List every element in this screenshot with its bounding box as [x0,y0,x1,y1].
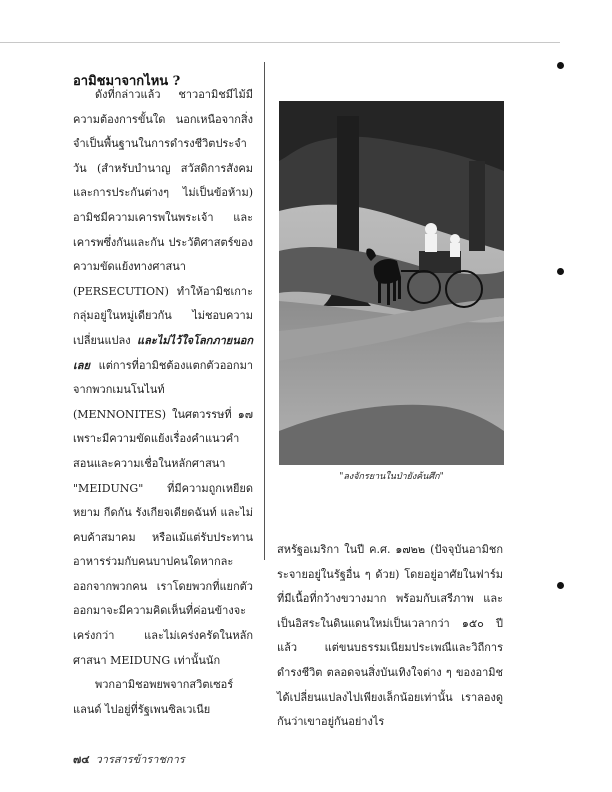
margin-dot [557,62,564,69]
margin-dot [557,582,564,589]
section-heading: อามิชมาจากไหน ? [73,74,181,89]
left-paragraph-1 [73,83,253,673]
page-number: ๗๔ [73,753,90,766]
emphasis-text: และไม่ไว้ใจโลกภายนอกเลย [73,333,253,372]
page-footer [73,750,185,768]
right-paragraph-1: สหรัฐอเมริกา ในปี ค.ศ. ๑๗๒๒ (ปัจจุบันอามิชกระจายอยู่ในรัฐอื่น ๆ ด้วย) โดยอยู่อาศัยในฟาร์มที่มีเนื้อที่กว้างขวางมาก พร้อมกับเสรีภาพ และเป็นอิสระในดินแดนใหม่เป็นเวลากว่า ๑๕๐ ปีแล้ว แต่ขนบธรรมเนียมประเพณีและวิถีการดำรงชีวิต ตลอดจนสิ่งบันเทิงใจต่าง ๆ ของอามิชได้เปลี่ยนแปลงไปเพียงเล็กน้อยเท่านั้น เราลองดูกันว่าเขาอยู่กันอย่างไร [277,543,503,729]
left-paragraph-1-tail: แต่การที่อามิชต้องแตกตัวออกมาจากพวกเมนโนไนท์ (MENNONITES) ในศตวรรษที่ ๑๗ เพราะมีความขัดแย้งเรื่องคำแนวคำสอนและความเชื่อในหลักศาสนา "MEIDUNG" ที่มีความถูกเหยียดหยาม กีดกัน รังเกียจเดียดฉันท์ และไม่คบค้าสมาคม หรือแม้แต่รับประทานอาหารร่วมกับคนบาปคนใดหากละออกจากพวกคน เราโดยพวกที่แยกตัวออกมาจะมีความคิดเห็นที่ค่อนข้างจะเคร่งกว่า และไม่เคร่งครัดในหลักศาสนา MEIDUNG เท่านั้นนัก [73,358,253,667]
publication-name: วารสารข้าราชการ [95,753,185,766]
photo-illustration [279,101,504,465]
left-paragraph-2: พวกอามิชอพยพจากสวิตเซอร์แลนด์ ไปอยู่ที่รัฐเพนซิลเวเนีย [73,678,234,716]
column-divider [264,62,265,560]
right-text-column [277,538,503,735]
left-paragraph-1-lead: ดังที่กล่าวแล้ว ชาวอามิชมีไม้มีความต้องการขั้นใด นอกเหนือจากสิ่งจำเป็นพื้นฐานในการดำรงชีวิตประจำวัน (สำหรับบำนาญ สวัสดิการสังคม และการประกันต่างๆ ไม่เป็นข้อห้าม) อามิชมีความเคารพในพระเจ้า และเคารพซึ่งกันและกัน ประวัติศาสตร์ของความขัดแย้งทางศาสนา (PERSECUTION) ทำให้อามิชเกาะกลุ่มอยู่ในหมู่เดียวกัน ไม่ชอบความเปลี่ยนแปลง [73,88,253,347]
photo-caption: "ลงจักรยานในป่ายังค้นศึก" [339,472,444,482]
margin-dot [557,268,564,275]
top-rule [0,42,560,43]
left-text-column [73,83,253,722]
horse-cart-photo [279,101,504,465]
